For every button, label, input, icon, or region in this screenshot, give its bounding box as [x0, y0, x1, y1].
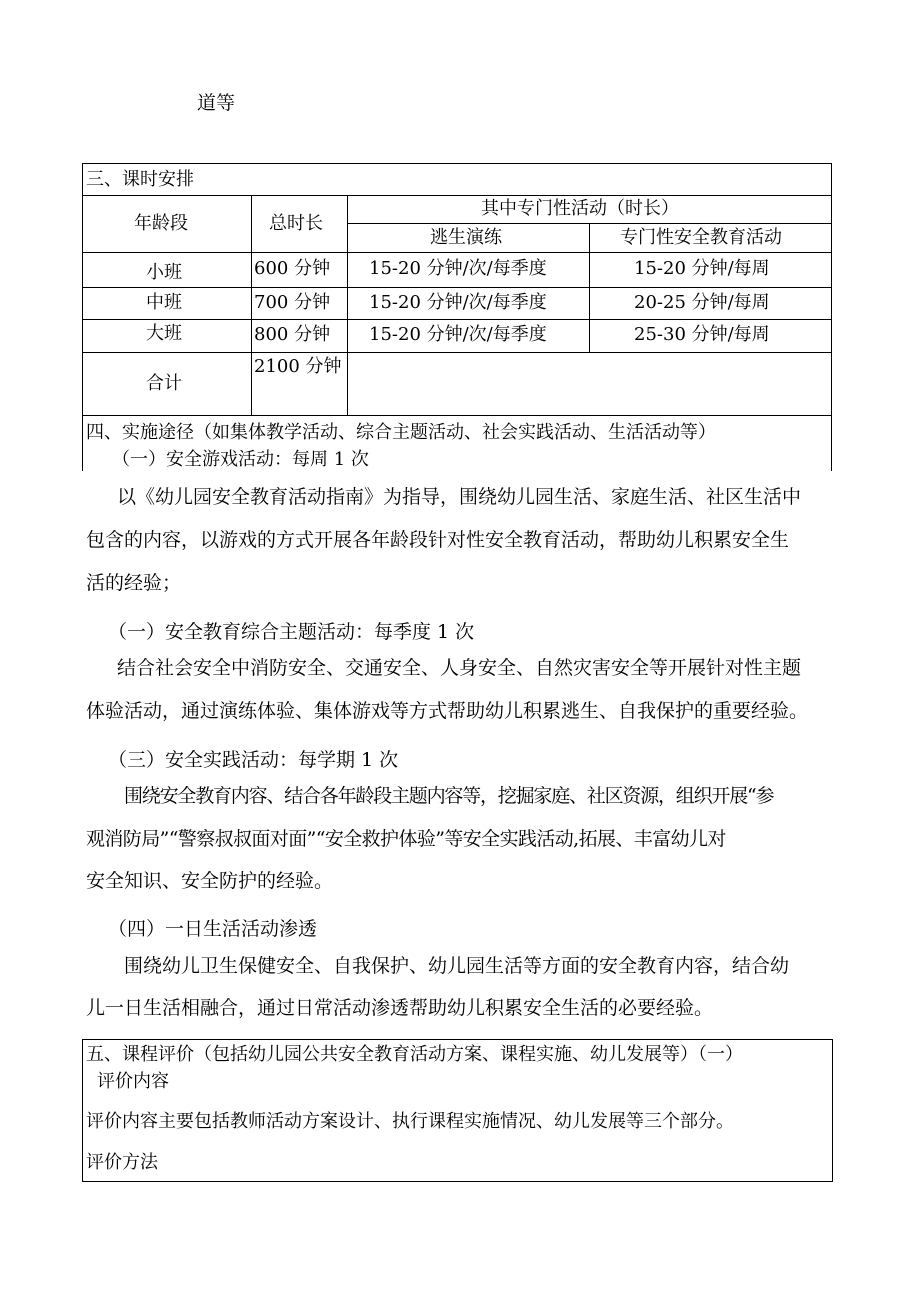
paragraph-line: 围绕安全教育内容、结合各年龄段主题内容等，挖掘家庭、社区资源，组织开展“参: [124, 785, 774, 807]
theme-activity-title: （一）安全教育综合主题活动：每季度 1 次: [108, 621, 475, 643]
table-line: [82, 163, 83, 471]
row-age-large: 大班: [146, 323, 182, 344]
game-activity-title: （一）安全游戏活动：每周 1 次: [112, 449, 369, 470]
table-line: [82, 163, 832, 164]
top-fragment-text: 道等: [197, 92, 236, 114]
paragraph-line: 结合社会安全中消防安全、交通安全、人身安全、自然灾害安全等开展针对性主题: [117, 657, 802, 679]
row-drill-small: 15-20 分钟/次/每季度: [369, 258, 547, 279]
header-total-duration: 总时长: [269, 213, 323, 234]
paragraph-line: 活的经验；: [86, 572, 182, 594]
paragraph-line: 以《幼儿园安全教育活动指南》为指导，围绕幼儿园生活、家庭生活、社区生活中: [117, 486, 802, 508]
evaluation-section-title: 五、课程评价（包括幼儿园公共安全教育活动方案、课程实施、幼儿发展等）（一）: [86, 1044, 743, 1065]
row-total-middle: 700 分钟: [254, 292, 331, 313]
paragraph-line: 儿一日生活相融合，通过日常活动渗透帮助幼儿积累安全生活的必要经验。: [86, 997, 714, 1019]
paragraph-line: 观消防局”“警察叔叔面对面”“安全救护体验”等安全实践活动,拓展、丰富幼儿对: [86, 828, 726, 850]
total-row-value: 2100 分钟: [254, 356, 342, 377]
row-age-middle: 中班: [146, 292, 182, 313]
paragraph-line: 围绕幼儿卫生保健安全、自我保护、幼儿园生活等方面的安全教育内容，结合幼: [124, 955, 790, 977]
table-line: [347, 195, 348, 415]
row-education-middle: 20-25 分钟/每周: [634, 292, 770, 313]
header-special-education: 专门性安全教育活动: [620, 227, 782, 248]
evaluation-method-label: 评价方法: [86, 1152, 158, 1173]
evaluation-content-heading: 评价内容: [97, 1071, 169, 1092]
table-line: [82, 287, 832, 288]
row-education-small: 15-20 分钟/每周: [634, 258, 770, 279]
row-total-large: 800 分钟: [254, 324, 331, 345]
row-education-large: 25-30 分钟/每周: [634, 324, 770, 345]
header-escape-drill: 逃生演练: [430, 227, 502, 248]
table-line: [589, 223, 590, 352]
schedule-section-title: 三、课时安排: [86, 169, 194, 190]
row-age-small: 小班: [146, 262, 182, 283]
table-line: [82, 352, 832, 353]
row-drill-large: 15-20 分钟/次/每季度: [369, 324, 547, 345]
table-line: [82, 415, 832, 416]
paragraph-line: 体验活动，通过演练体验、集体游戏等方式帮助幼儿积累逃生、自我保护的重要经验。: [86, 700, 809, 722]
header-age-group: 年龄段: [134, 213, 188, 234]
row-drill-middle: 15-20 分钟/次/每季度: [369, 292, 547, 313]
paragraph-line: 包含的内容，以游戏的方式开展各年龄段针对性安全教育活动，帮助幼儿积累安全生: [86, 529, 790, 551]
table-line: [251, 195, 252, 415]
evaluation-box: [82, 1039, 833, 1182]
table-line: [82, 252, 832, 253]
total-row-label: 合计: [146, 373, 182, 394]
evaluation-content-text: 评价内容主要包括教师活动方案设计、执行课程实施情况、幼儿发展等三个部分。: [86, 1111, 734, 1132]
table-line: [831, 163, 832, 471]
paragraph-line: 安全知识、安全防护的经验。: [86, 870, 334, 892]
table-line: [82, 319, 832, 320]
daily-activity-title: （四）一日生活活动渗透: [108, 918, 318, 940]
table-line: [82, 195, 832, 196]
implementation-section-title: 四、实施途径（如集体教学活动、综合主题活动、社会实践活动、生活活动等）: [86, 422, 716, 443]
row-total-small: 600 分钟: [254, 258, 331, 279]
header-special-activity: 其中专门性活动（时长）: [481, 198, 679, 219]
practice-activity-title: （三）安全实践活动：每学期 1 次: [108, 749, 399, 771]
